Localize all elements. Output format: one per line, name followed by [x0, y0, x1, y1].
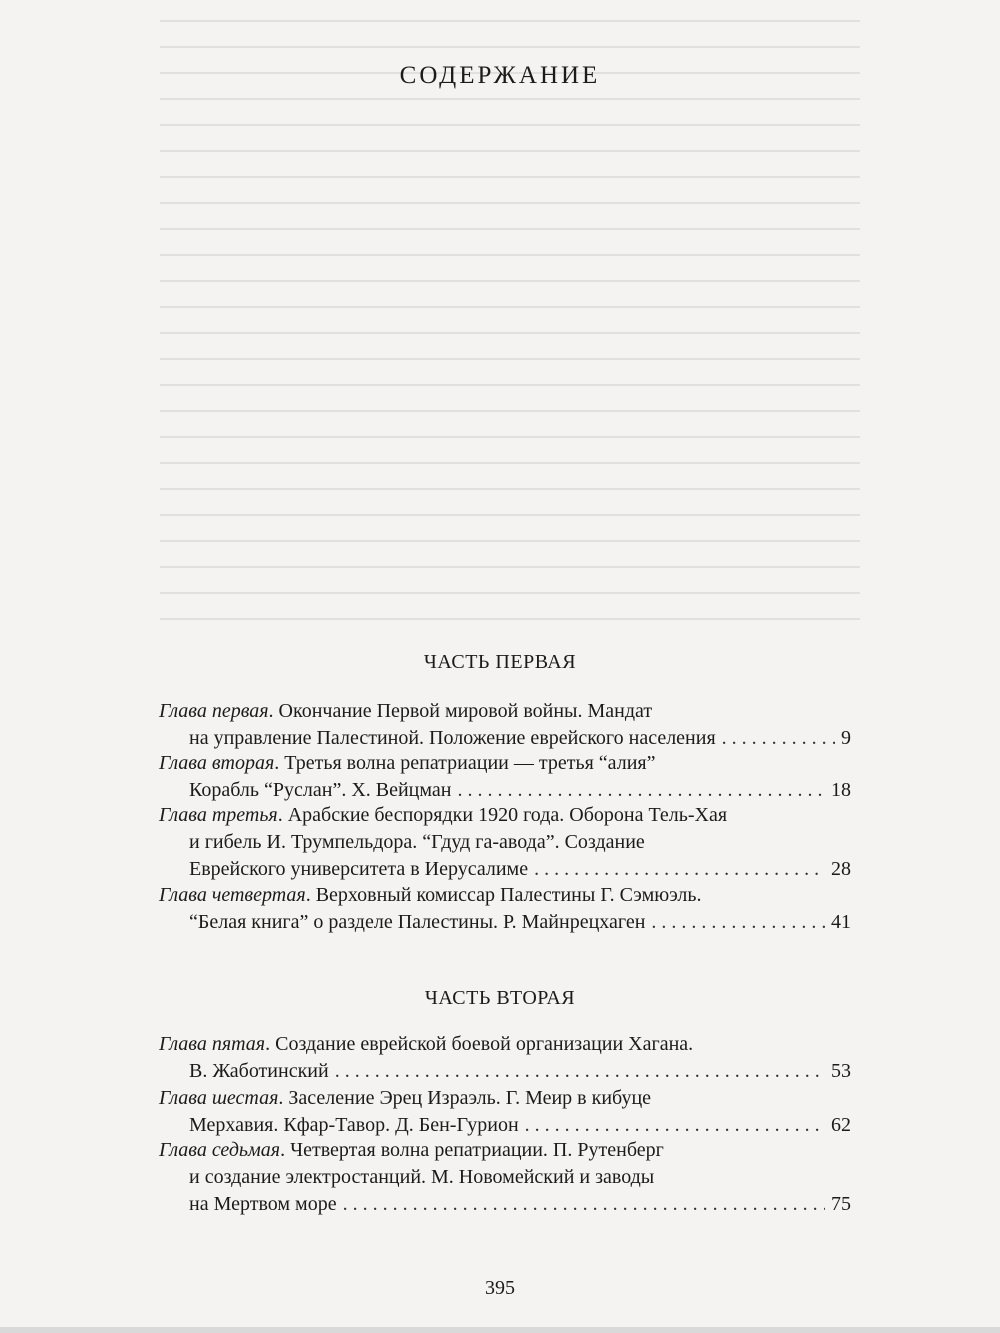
dot-leader — [722, 725, 835, 752]
page-number: 62 — [831, 1114, 851, 1136]
dot-leader — [343, 1191, 825, 1218]
page-number: 28 — [831, 858, 851, 880]
page-title: СОДЕРЖАНИЕ — [399, 62, 601, 89]
toc-entry[interactable]: Глава седьмая. Четвертая волна репатриации. П. Рутенберг и создание электростанций. М. Новомейский и заводы на Мертвом море . . . 75 — [159, 1137, 851, 1218]
dot-leader — [525, 1112, 825, 1139]
chapter-title: Создание еврейской боевой организации Хагана. — [275, 1033, 694, 1055]
chapter-title: и гибель И. Трумпельдора. “Гдуд га-авода”. Создание — [189, 831, 645, 853]
dot-leader — [335, 1058, 825, 1085]
chapter-title: “Белая книга” о разделе Палестины. Р. Майнрецхаген — [189, 911, 646, 933]
chapter-label: Глава шестая — [159, 1087, 279, 1109]
chapter-title: Третья волна репатриации — третья “алия” — [284, 752, 656, 774]
chapter-label: Глава третья — [159, 804, 278, 826]
chapter-title: Окончание Первой мировой войны. Мандат — [278, 700, 653, 722]
page-number: 53 — [831, 1060, 851, 1082]
chapter-title: на управление Палестиной. Положение еврейского населения — [189, 727, 716, 749]
folio-page-number: 395 — [485, 1277, 515, 1299]
chapter-title: Четвертая волна репатриации. П. Рутенберг — [290, 1139, 664, 1161]
chapter-label: Глава пятая — [159, 1033, 266, 1055]
chapter-title: Арабские беспорядки 1920 года. Оборона Тель-Хая — [287, 804, 728, 826]
chapter-title: Корабль “Руслан”. Х. Вейцман — [189, 779, 452, 801]
chapter-title: В. Жаботинский — [189, 1060, 329, 1082]
toc-entry[interactable]: Глава первая. Окончание Первой мировой войны. Мандат на управление Палестиной. Положение еврейского населения . . . 9 — [159, 698, 851, 752]
chapter-label: Глава вторая — [159, 752, 275, 774]
toc-entry[interactable]: Глава вторая. Третья волна репатриации — третья “алия” Корабль “Руслан”. Х. Вейцман . . . 18 — [159, 750, 851, 804]
chapter-label: Глава первая — [159, 700, 269, 722]
dot-leader — [651, 909, 825, 936]
chapter-title: Заселение Эрец Израэль. Г. Меир в кибуце — [288, 1087, 652, 1109]
toc-entry[interactable]: Глава третья. Арабские беспорядки 1920 года. Оборона Тель-Хая и гибель И. Трумпельдора. “Гдуд га-авода”. Создание Еврейского университета в Иерусалиме . . . 28 — [159, 802, 851, 883]
chapter-title: на Мертвом море — [189, 1193, 337, 1215]
page-number: 41 — [831, 911, 851, 933]
toc-entry[interactable]: Глава шестая. Заселение Эрец Израэль. Г. Меир в кибуце Мерхавия. Кфар-Тавор. Д. Бен-Гурион . . . 62 — [159, 1085, 851, 1139]
bleed-through-text — [160, 20, 860, 640]
chapter-title: Мерхавия. Кфар-Тавор. Д. Бен-Гурион — [189, 1114, 519, 1136]
chapter-title: Еврейского университета в Иерусалиме — [189, 858, 529, 880]
part-one-heading: ЧАСТЬ ПЕРВАЯ — [423, 651, 577, 673]
dot-leader — [534, 856, 825, 883]
chapter-label: Глава четвертая — [159, 884, 306, 906]
toc-entry[interactable]: Глава пятая. Создание еврейской боевой организации Хагана. В. Жаботинский . . . 53 — [159, 1031, 851, 1085]
chapter-title: Верховный комиссар Палестины Г. Сэмюэль. — [315, 884, 702, 906]
part-two-heading: ЧАСТЬ ВТОРАЯ — [424, 987, 576, 1009]
chapter-label: Глава седьмая — [159, 1139, 281, 1161]
chapter-title: и создание электростанций. М. Новомейский и заводы — [189, 1166, 655, 1188]
page-number: 18 — [831, 779, 851, 801]
page-edge — [0, 1327, 1000, 1333]
page-number: 9 — [841, 727, 851, 749]
dot-leader — [457, 777, 825, 804]
page-number: 75 — [831, 1193, 851, 1215]
toc-entry[interactable]: Глава четвертая. Верховный комиссар Палестины Г. Сэмюэль. “Белая книга” о разделе Палестины. Р. Майнрецхаген . . . 41 — [159, 882, 851, 936]
